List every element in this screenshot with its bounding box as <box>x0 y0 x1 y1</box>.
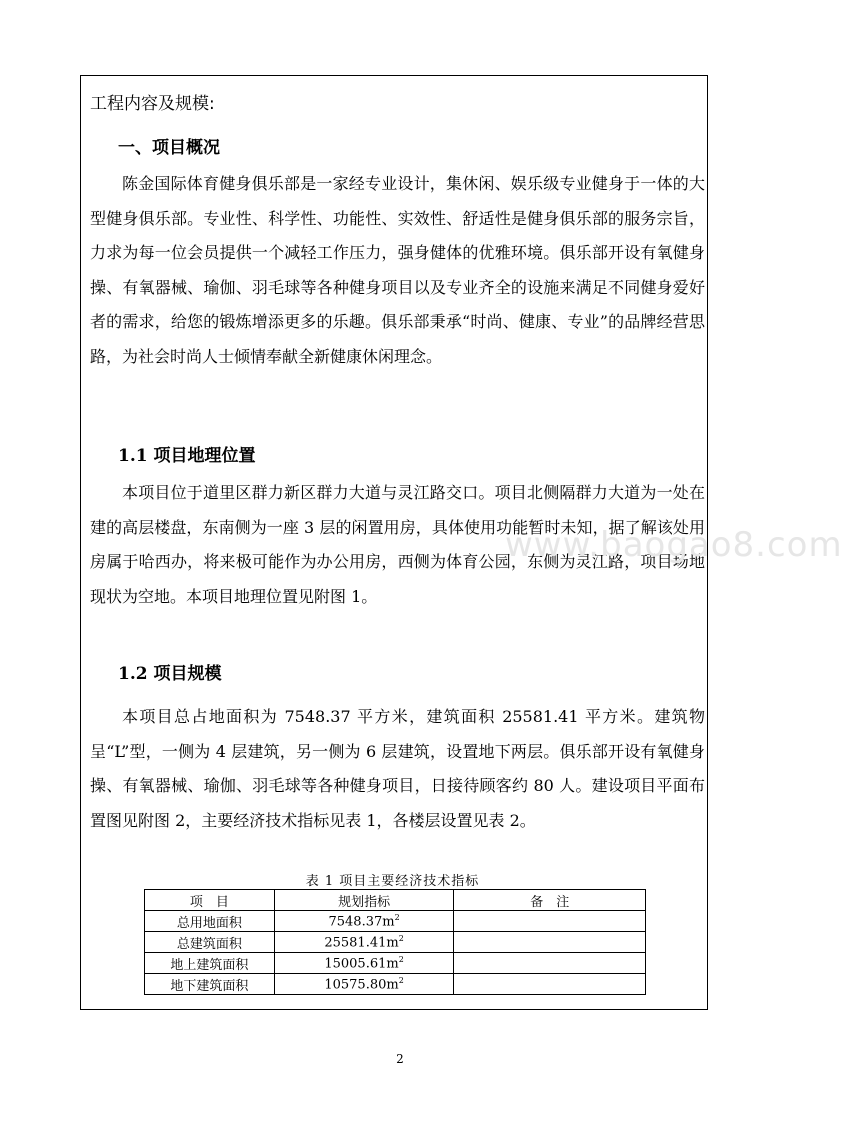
page-number: 2 <box>396 1052 404 1066</box>
row-note <box>454 974 646 995</box>
watermark: www.baogao8.com <box>505 525 843 565</box>
row-item: 总用地面积 <box>145 911 275 932</box>
row-value: $25581.41m^2$ <box>274 932 454 953</box>
row-note <box>454 932 646 953</box>
row-item: 地上建筑面积 <box>145 953 275 974</box>
section-1-paragraph: 陈金国际体育健身俱乐部是一家经专业设计，集休闲、娱乐级专业健身于一体的大型健身俱乐部。专业性、科学性、功能性、实效性、舒适性是健身俱乐部的服务宗旨，力求为每一位会员提供一个减轻工作压力，强身健体的优雅环境。俱乐部开设有氧健身操、有氧器械、瑜伽、羽毛球等各种健身项目以及专业齐全的设施来满足不同健身爱好者的需求，给您的锻炼增添更多的乐趣。俱乐部秉承“时尚、健康、专业”的品牌经营思路，为社会时尚人士倾情奉献全新健康休闲理念。 <box>90 174 705 366</box>
row-value: $7548.37m^2$ <box>274 911 454 932</box>
table-row <box>145 953 646 974</box>
table-caption: 表 1 项目主要经济技术指标 <box>305 874 480 889</box>
metrics-table <box>144 889 646 995</box>
row-value: $15005.61m^2$ <box>274 953 454 974</box>
header-note: 备 注 <box>454 890 646 911</box>
section-1-2-title: 1.2 项目规模 <box>118 664 222 684</box>
row-item: 总建筑面积 <box>145 932 275 953</box>
section-1-1-paragraph: 本项目位于道里区群力新区群力大道与灵江路交口。项目北侧隔群力大道为一处在建的高层楼盘，东南侧为一座 3 层的闲置用房，具体使用功能暂时未知，据了解该处用房属于哈西办，将来极可能作为办公用房，西侧为体育公园，东侧为灵江路，项目场地现状为空地。本项目地理位置见附图 1。 <box>90 483 705 606</box>
table-row <box>145 974 646 995</box>
header-value: 规划指标 <box>274 890 454 911</box>
header-item: 项 目 <box>145 890 275 911</box>
section-1-2-paragraph: 本项目总占地面积为 7548.37 平方米，建筑面积 25581.41 平方米。建筑物呈“L”型，一侧为 4 层建筑，另一侧为 6 层建筑，设置地下两层。俱乐部开设有氧健身操、有氧器械、瑜伽、羽毛球等各种健身项目，日接待顾客约 80 人。建设项目平面布置图见附图 2，主要经济技术指标见表 1，各楼层设置见表 2。 <box>90 707 705 830</box>
page-title: 工程内容及规模: <box>90 94 215 114</box>
row-item: 地下建筑面积 <box>145 974 275 995</box>
section-1-1-title: 1.1 项目地理位置 <box>118 446 256 466</box>
section-1-title: 一、项目概况 <box>118 138 220 158</box>
row-note <box>454 953 646 974</box>
table-row <box>145 932 646 953</box>
row-note <box>454 911 646 932</box>
table-header-row <box>145 890 646 911</box>
row-value: $10575.80m^2$ <box>274 974 454 995</box>
table-row <box>145 911 646 932</box>
